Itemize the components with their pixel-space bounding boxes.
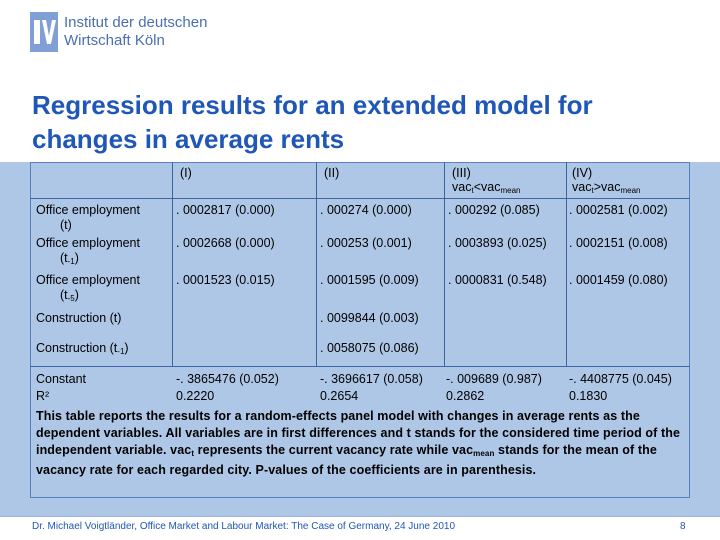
table-cell: -. 4408775 (0.045)	[569, 372, 672, 386]
table-cell: 0.2654	[320, 389, 359, 403]
table-cell: . 0003893 (0.025)	[448, 236, 547, 250]
col-header-1: (I)	[180, 166, 192, 180]
col-header-3: (III) vac$_t$<vac$_{mean}$	[452, 166, 521, 195]
table-cell: -. 009689 (0.987)	[446, 372, 542, 386]
grid-line	[566, 162, 567, 366]
grid-line	[30, 198, 690, 199]
table-cell: . 0002581 (0.002)	[569, 203, 668, 217]
table-cell: . 0058075 (0.086)	[320, 341, 419, 355]
table-cell: -. 3865476 (0.052)	[176, 372, 279, 386]
col-header-4: (IV) vac$_t$>vac$_{mean}$	[572, 166, 641, 195]
table-cell: 0.2862	[446, 389, 485, 403]
table-cell: 0.2220	[176, 389, 215, 403]
row-label-office-employment-t-1: Office employment $(t_{-1})$	[36, 236, 140, 266]
row-label-construction-t: Construction (t)	[36, 311, 122, 325]
table-cell: . 0002668 (0.000)	[176, 236, 275, 250]
constant-label: Constant	[36, 372, 87, 386]
iw-logo-icon	[30, 12, 58, 52]
footer-citation: Dr. Michael Voigtländer, Office Market and Labour Market: The Case of Germany, 24 June 2010	[32, 521, 456, 532]
logo-line-2: Wirtschaft Köln	[64, 32, 165, 49]
table-cell: . 000274 (0.000)	[320, 203, 412, 217]
r-squared-label: R²	[36, 389, 50, 403]
grid-line	[316, 162, 317, 366]
table-cell: . 0001459 (0.080)	[569, 273, 668, 287]
table-footnote: This table reports the results for a random-effects panel model with changes in average rents as the dependent variables. All variables are in first differences and t stands for the considered time period of the independent variable. vac$_t$ represents the current vacancy rate while vac$_{mean}$ stands for the mean of the vacancy rate for each regarded city. P-values of the coefficients are in parenthesis.	[36, 409, 681, 477]
row-label-construction-t-1: Construction $(t_{-1})$	[36, 341, 129, 356]
row-label-office-employment-t-5: Office employment $(t_{-5})$	[36, 273, 140, 303]
table-cell: . 0002817 (0.000)	[176, 203, 275, 217]
grid-line	[172, 162, 173, 366]
table-cell: . 0099844 (0.003)	[320, 311, 419, 325]
row-label-office-employment-t: Office employment (t)	[36, 203, 140, 232]
table-cell: . 000253 (0.001)	[320, 236, 412, 250]
institute-logo	[30, 12, 207, 52]
logo-line-1: Institut der deutschen	[64, 14, 208, 31]
slide-title: Regression results for an extended model for changes in average rents	[32, 90, 593, 154]
grid-line	[30, 366, 690, 367]
page-number: 8	[680, 521, 686, 532]
table-cell: -. 3696617 (0.058)	[320, 372, 423, 386]
table-cell: . 0002151 (0.008)	[569, 236, 668, 250]
table-cell: . 0000831 (0.548)	[448, 273, 547, 287]
table-cell: 0.1830	[569, 389, 608, 403]
table-cell: . 000292 (0.085)	[448, 203, 540, 217]
col-header-2: (II)	[324, 166, 340, 180]
grid-line	[444, 162, 445, 366]
table-cell: . 0001523 (0.015)	[176, 273, 275, 287]
table-cell: . 0001595 (0.009)	[320, 273, 419, 287]
